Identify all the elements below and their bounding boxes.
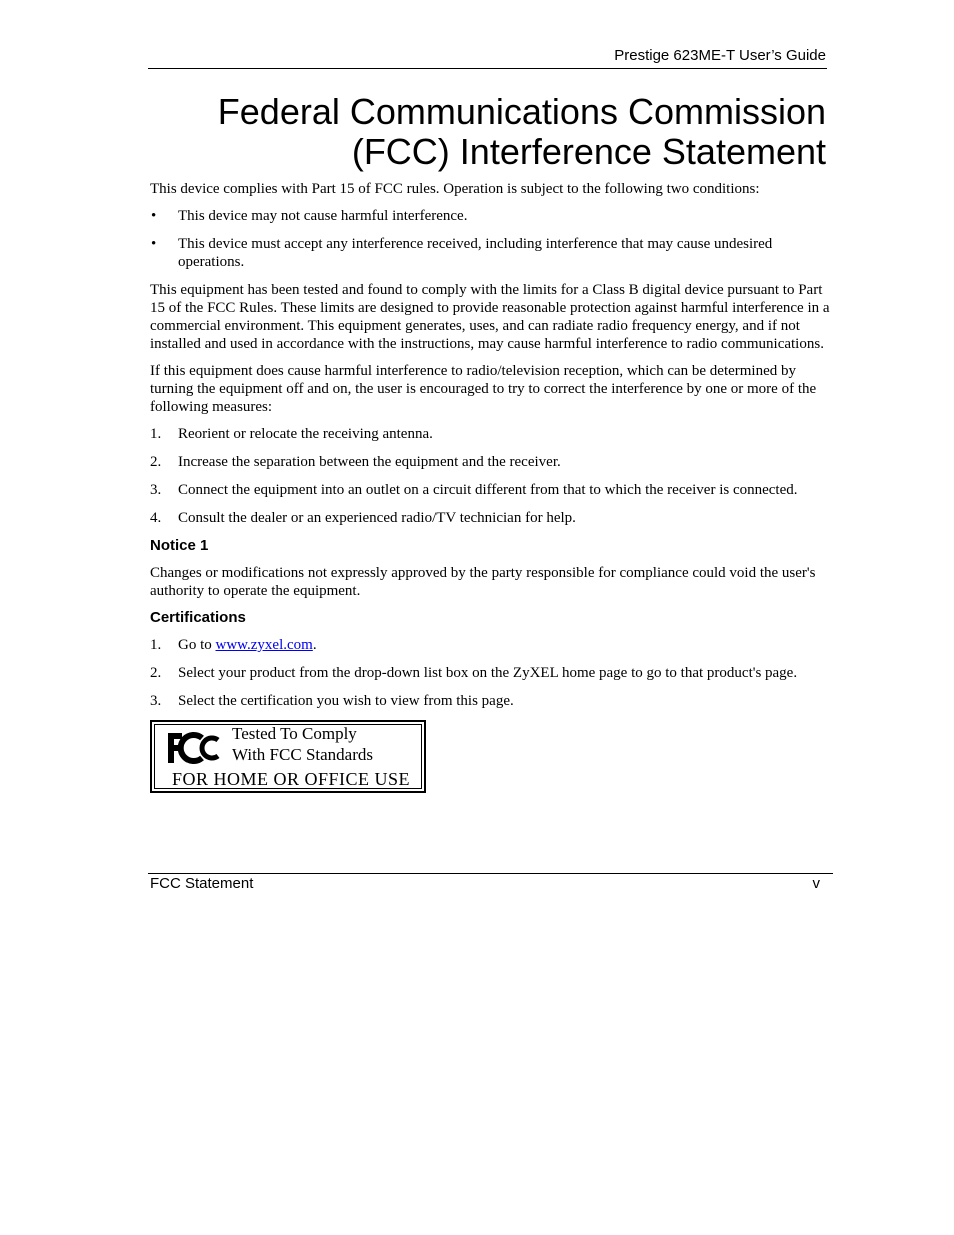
page-number: v xyxy=(812,875,820,892)
fcc-compliance-logo xyxy=(150,720,426,793)
list-item: • This device must accept any interference received, including interference that may cause undesired operations. xyxy=(151,236,773,270)
limits-paragraph: This equipment has been tested and found to comply with the limits for a Class B digital device pursuant to Part 15 of the FCC Rules. These limits are designed to provide reasonable protection against harmful interference in a commercial environment. This equipment generates, uses, and can radiate radio frequency energy, and if not installed and used in accordance with the instructions, may cause harmful interference to radio communications. xyxy=(150,282,830,352)
bullet-icon: • xyxy=(151,236,157,252)
list-item: 1. Reorient or relocate the receiving antenna. xyxy=(150,426,433,442)
list-item: 4. Consult the dealer or an experienced radio/TV technician for help. xyxy=(150,510,576,526)
title-line-2: (FCC) Interference Statement xyxy=(351,131,826,172)
list-item: 3. Select the certification you wish to view from this page. xyxy=(150,693,514,709)
measures-list xyxy=(150,425,830,527)
list-item: 3. Connect the equipment into an outlet on a circuit different from that to which the receiver is connected. xyxy=(150,482,798,498)
title-line-1: Federal Communications Commission xyxy=(217,91,826,132)
header-rule xyxy=(148,68,827,69)
zyxel-link[interactable]: www.zyxel.com xyxy=(215,637,313,653)
list-item: 1. Go to www.zyxel.com. xyxy=(150,637,317,653)
body-content xyxy=(150,180,830,793)
fcc-emblem-icon xyxy=(164,730,224,766)
footer-section-name: FCC Statement xyxy=(150,875,254,892)
footer-rule xyxy=(148,873,833,874)
conditions-list xyxy=(150,207,830,271)
logo-text-line-1: Tested To Comply xyxy=(232,724,357,743)
certifications-list xyxy=(150,636,830,710)
notice-heading: Notice 1 xyxy=(150,537,209,554)
logo-text-line-2: With FCC Standards xyxy=(232,745,373,764)
list-item: • This device may not cause harmful interference. xyxy=(151,208,468,224)
certifications-heading: Certifications xyxy=(150,609,246,626)
list-item: 2. Increase the separation between the equipment and the receiver. xyxy=(150,454,561,470)
list-item: 2. Select your product from the drop-down list box on the ZyXEL home page to go to that product's page. xyxy=(150,665,798,681)
logo-text-line-3: FOR HOME OR OFFICE USE xyxy=(172,769,411,789)
running-header: Prestige 623ME-T User’s Guide xyxy=(614,47,826,64)
notice-paragraph: Changes or modifications not expressly approved by the party responsible for compliance could void the user's authority to operate the equipment. xyxy=(150,565,816,599)
bullet-icon: • xyxy=(151,208,157,224)
page-title xyxy=(148,92,826,172)
measures-paragraph: If this equipment does cause harmful interference to radio/television reception, which can be determined by turning the equipment off and on, the user is encouraged to try to correct the interference by one or more of the following measures: xyxy=(150,363,817,415)
intro-paragraph: This device complies with Part 15 of FCC rules. Operation is subject to the following two conditions: xyxy=(150,181,760,197)
